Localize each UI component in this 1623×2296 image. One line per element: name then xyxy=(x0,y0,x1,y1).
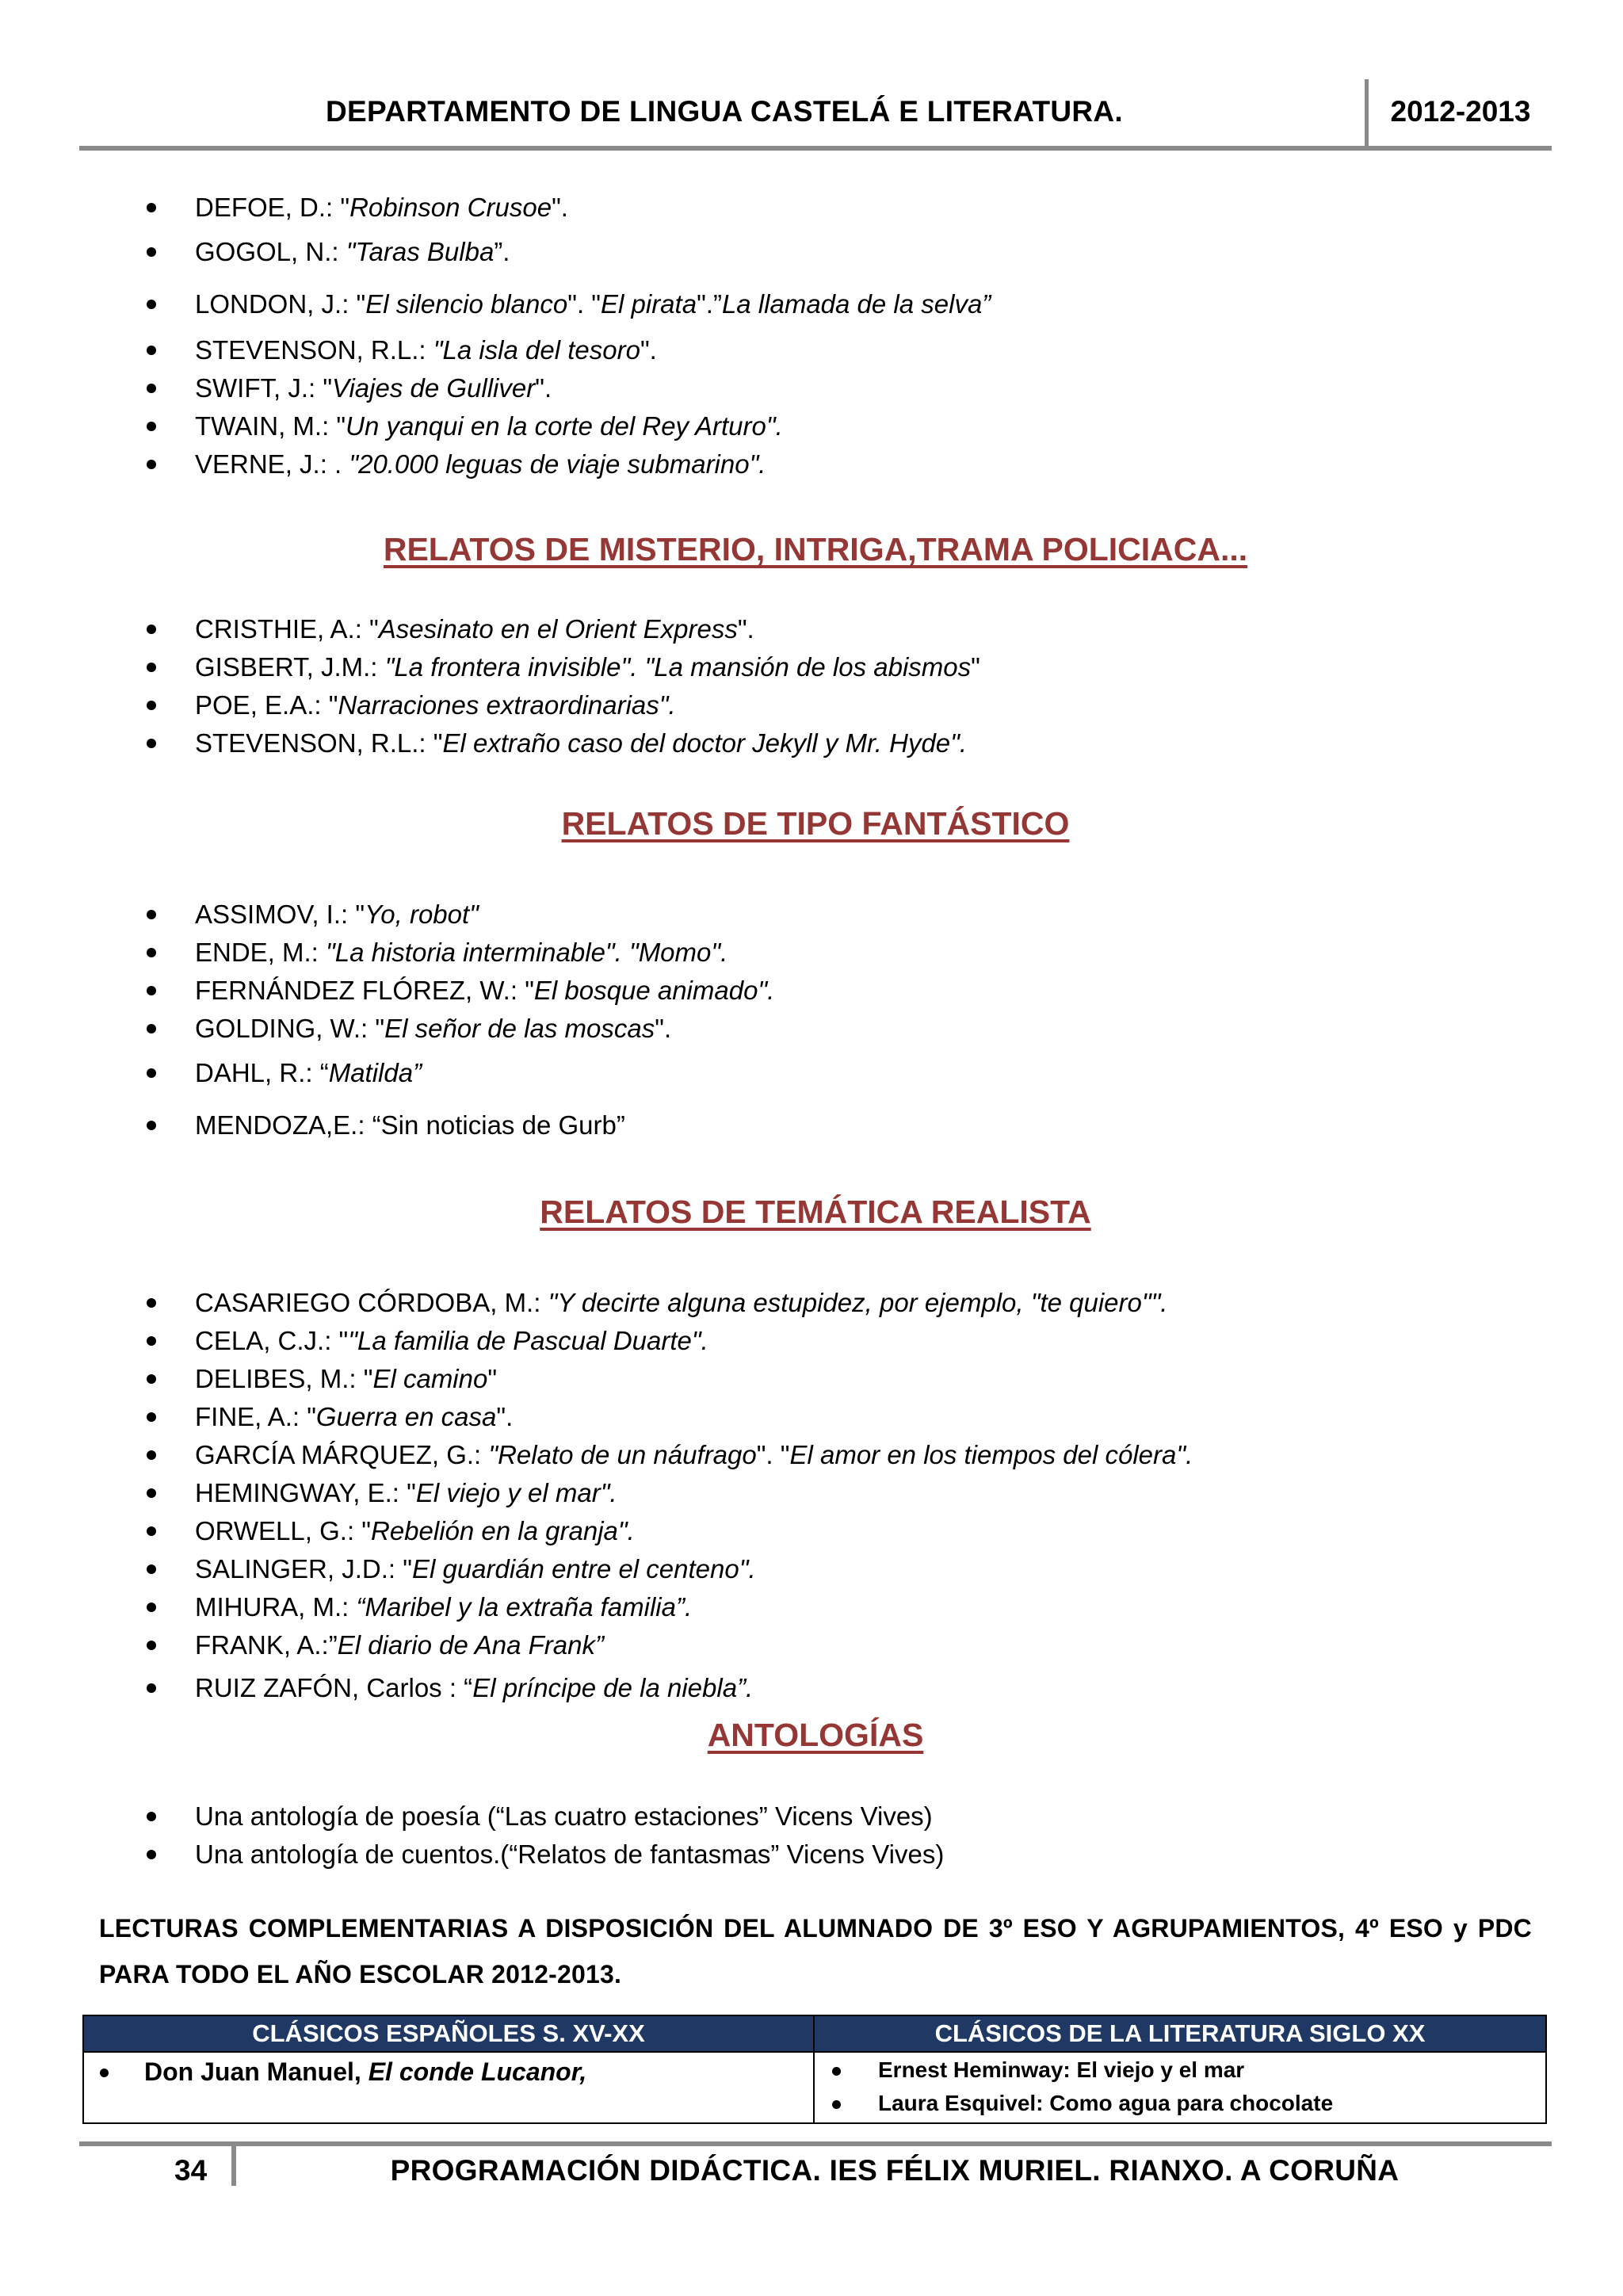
book-title: "La isla del tesoro xyxy=(433,335,640,365)
author: SWIFT, J.: " xyxy=(195,373,333,403)
bullet-icon xyxy=(147,1683,156,1693)
bullet-icon xyxy=(147,1450,156,1460)
footer-divider xyxy=(231,2145,236,2186)
book-title: El pirata xyxy=(601,289,697,319)
bullet-icon xyxy=(147,384,156,393)
bullet-icon xyxy=(147,422,156,431)
bullet-icon xyxy=(147,203,156,212)
book-title: Matilda” xyxy=(328,1058,422,1087)
book-title: El diario de Ana Frank” xyxy=(337,1630,604,1660)
book-title: El viejo y el mar". xyxy=(415,1478,617,1507)
author: DAHL, R.: “ xyxy=(195,1058,329,1087)
book-title: Un yanqui en la corte del Rey Arturo". xyxy=(346,411,783,441)
bullet-icon xyxy=(147,1526,156,1536)
bullet-icon xyxy=(147,460,156,469)
bullet-icon xyxy=(147,1121,156,1130)
bullet-icon xyxy=(147,701,156,710)
book-title: "La familia de Pascual Duarte". xyxy=(348,1326,708,1355)
section-heading-realist: RELATOS DE TEMÁTICA REALISTA xyxy=(540,1194,1091,1230)
bullet-icon xyxy=(147,910,156,919)
col1-header: CLÁSICOS ESPAÑOLES S. XV-XX xyxy=(83,2015,814,2052)
bullet-icon xyxy=(147,1812,156,1821)
author: STEVENSON, R.L.: " xyxy=(195,728,443,758)
author: MENDOZA,E.: “Sin noticias de Gurb” xyxy=(195,1110,625,1140)
author: VERNE, J.: . xyxy=(195,449,349,479)
section-heading-fantasy: RELATOS DE TIPO FANTÁSTICO xyxy=(561,805,1070,842)
page-number: 34 xyxy=(174,2154,208,2187)
book-title: “Maribel y la extraña familia”. xyxy=(356,1592,693,1622)
author: Don Juan Manuel, xyxy=(144,2057,369,2086)
bullet-icon xyxy=(147,1024,156,1033)
col1-cell xyxy=(83,2052,814,2123)
bullet-icon xyxy=(147,300,156,309)
author: DEFOE, D.: " xyxy=(195,193,350,222)
book-title: El guardián entre el centeno". xyxy=(411,1554,756,1584)
book-title: "Y decirte alguna estupidez, por ejemplo, "te quiero"". xyxy=(548,1288,1168,1317)
book-title: El príncipe de la niebla”. xyxy=(472,1673,754,1702)
book-title: Rebelión en la granja". xyxy=(371,1516,635,1545)
book-title: El amor en los tiempos del cólera". xyxy=(789,1440,1193,1469)
book-title: El silencio blanco xyxy=(365,289,568,319)
footer-rule xyxy=(79,2141,1552,2146)
author: GOLDING, W.: " xyxy=(195,1014,385,1043)
book-title: "20.000 leguas de viaje submarino". xyxy=(349,449,766,479)
author: ENDE, M.: xyxy=(195,938,327,967)
book-title: "La frontera invisible". "La mansión de los abismos xyxy=(384,652,972,682)
bullet-icon xyxy=(147,948,156,957)
bullet-icon xyxy=(147,986,156,995)
author: GOGOL, N.: xyxy=(195,237,346,266)
header-divider xyxy=(1365,79,1369,149)
author: POE, E.A.: " xyxy=(195,690,338,720)
author: HEMINGWAY, E.: " xyxy=(195,1478,416,1507)
col2-header: CLÁSICOS DE LA LITERATURA SIGLO XX xyxy=(814,2015,1546,2052)
author: FRANK, A.:” xyxy=(195,1630,338,1660)
book-title: "Taras Bulba xyxy=(346,237,495,266)
anthology-text: Una antología de poesía (“Las cuatro estaciones” Vicens Vives) xyxy=(195,1801,933,1831)
author: CELA, C.J.: " xyxy=(195,1326,349,1355)
author: FINE, A.: " xyxy=(195,1402,316,1431)
author: STEVENSON, R.L.: xyxy=(195,335,433,365)
author: ORWELL, G.: " xyxy=(195,1516,371,1545)
bullet-icon xyxy=(147,1336,156,1346)
book-title: Yo, robot" xyxy=(365,900,479,929)
bullet-icon xyxy=(832,2067,841,2076)
header-rule xyxy=(79,146,1552,151)
book-entry: Ernest Heminway: El viejo y el mar xyxy=(878,2057,1245,2082)
author: RUIZ ZAFÓN, Carlos : “ xyxy=(195,1673,473,1702)
bullet-icon xyxy=(147,1564,156,1574)
bullet-icon xyxy=(147,1412,156,1422)
author: GARCÍA MÁRQUEZ, G.: xyxy=(195,1440,489,1469)
bullet-icon xyxy=(147,1488,156,1498)
book-title: Asesinato en el Orient Express xyxy=(378,614,738,644)
bullet-icon xyxy=(147,625,156,634)
book-entry: Laura Esquivel: Como agua para chocolate xyxy=(878,2091,1334,2115)
section-heading-anthologies: ANTOLOGÍAS xyxy=(707,1717,924,1753)
bullet-icon xyxy=(147,1298,156,1308)
book-title: El conde Lucanor, xyxy=(368,2057,587,2086)
footer-title: PROGRAMACIÓN DIDÁCTICA. IES FÉLIX MURIEL. RIANXO. A CORUÑA xyxy=(390,2154,1400,2187)
page-header xyxy=(79,79,1552,155)
author: FERNÁNDEZ FLÓREZ, W.: " xyxy=(195,976,534,1005)
bullet-icon xyxy=(147,739,156,748)
col2-cell xyxy=(814,2052,1546,2123)
book-title: El bosque animado". xyxy=(533,976,775,1005)
bullet-icon xyxy=(832,2100,841,2109)
bullet-icon xyxy=(100,2069,109,2077)
book-title: "La historia interminable". "Momo". xyxy=(326,938,728,967)
book-title: "Relato de un náufrago xyxy=(488,1440,757,1469)
bullet-icon xyxy=(147,247,156,257)
author: SALINGER, J.D.: " xyxy=(195,1554,412,1584)
author: LONDON, J.: " xyxy=(195,289,366,319)
bullet-icon xyxy=(147,1641,156,1650)
author: CASARIEGO CÓRDOBA, M.: xyxy=(195,1288,548,1317)
bullet-icon xyxy=(147,346,156,355)
author: DELIBES, M.: " xyxy=(195,1364,373,1393)
author: MIHURA, M.: xyxy=(195,1592,357,1622)
bullet-icon xyxy=(147,1374,156,1384)
book-title: La llamada de la selva” xyxy=(721,289,991,319)
author: ASSIMOV, I.: " xyxy=(195,900,365,929)
book-title: El camino xyxy=(372,1364,488,1393)
book-title: Viajes de Gulliver xyxy=(332,373,536,403)
header-year: 2012-2013 xyxy=(1390,95,1531,128)
book-title: Narraciones extraordinarias". xyxy=(338,690,676,720)
readings-table xyxy=(82,2015,1547,2124)
author: GISBERT, J.M.: xyxy=(195,652,385,682)
bullet-icon xyxy=(147,663,156,672)
bullet-icon xyxy=(147,1603,156,1612)
author: CRISTHIE, A.: " xyxy=(195,614,379,644)
author: TWAIN, M.: " xyxy=(195,411,346,441)
header-title: DEPARTAMENTO DE LINGUA CASTELÁ E LITERATURA. xyxy=(325,95,1124,128)
book-title: El extraño caso del doctor Jekyll y Mr. Hyde". xyxy=(442,728,968,758)
bullet-icon xyxy=(147,1850,156,1859)
book-title: El señor de las moscas xyxy=(384,1014,655,1043)
book-title: Robinson Crusoe xyxy=(349,193,552,222)
book-title: Guerra en casa xyxy=(315,1402,497,1431)
section-heading-mystery: RELATOS DE MISTERIO, INTRIGA,TRAMA POLICIACA... xyxy=(383,531,1248,567)
bullet-icon xyxy=(147,1068,156,1078)
complementary-readings-note: LECTURAS COMPLEMENTARIAS A DISPOSICIÓN DEL ALUMNADO DE 3º ESO Y AGRUPAMIENTOS, 4º ESO y PDC PARA TODO EL AÑO ESCOLAR 2012-2013. xyxy=(99,1914,1532,1988)
anthology-text: Una antología de cuentos.(“Relatos de fantasmas” Vicens Vives) xyxy=(195,1839,945,1869)
